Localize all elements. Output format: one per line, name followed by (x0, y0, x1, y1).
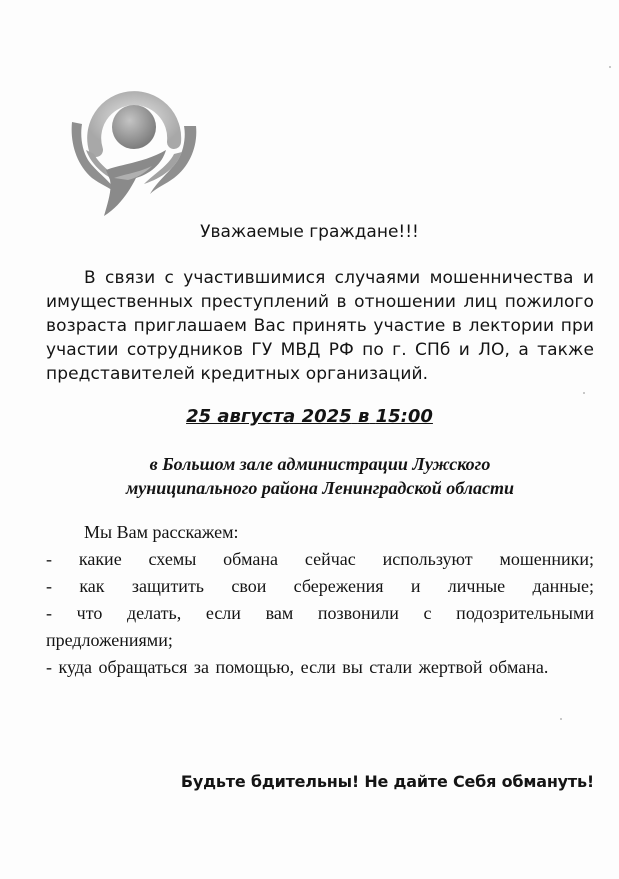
list-item: - что делать, если вам позвонили с подозрительными предложениями; (46, 603, 594, 650)
scan-speck (583, 392, 585, 394)
scan-speck (560, 718, 562, 720)
event-date: 25 августа 2025 (186, 406, 352, 427)
event-preposition: в (357, 406, 370, 427)
list-item: - куда обращаться за помощью, если вы стали жертвой обмана. (46, 657, 549, 677)
list-item: - как защитить свои сбережения и личные данные; (46, 576, 594, 596)
scan-speck (609, 66, 611, 68)
greeting-heading: Уважаемые граждане!!! (200, 222, 419, 242)
topics-intro: Мы Вам расскажем: (84, 522, 239, 542)
event-venue (40, 452, 600, 500)
event-time: 15:00 (375, 406, 433, 427)
venue-line-2: муниципального района Ленинградской области (125, 478, 515, 498)
intro-text: В связи с участившимися случаями мошенничества и имущественных преступлений в отношении лиц пожилого возраста приглашаем Вас принять участие в лектории при участии сотрудников ГУ МВД РФ по г. СПб и ЛО, а также представителей кредитных организаций. (46, 268, 594, 384)
dove-hands-icon (66, 80, 202, 220)
event-date-time (0, 406, 619, 427)
list-item: - какие схемы обмана сейчас используют мошенники; (46, 549, 594, 569)
topics-list (46, 546, 594, 681)
venue-line-1: в Большом зале администрации Лужского (149, 454, 491, 474)
closing-warning: Будьте бдительны! Не дайте Себя обмануть! (180, 772, 594, 791)
intro-paragraph (46, 266, 594, 386)
